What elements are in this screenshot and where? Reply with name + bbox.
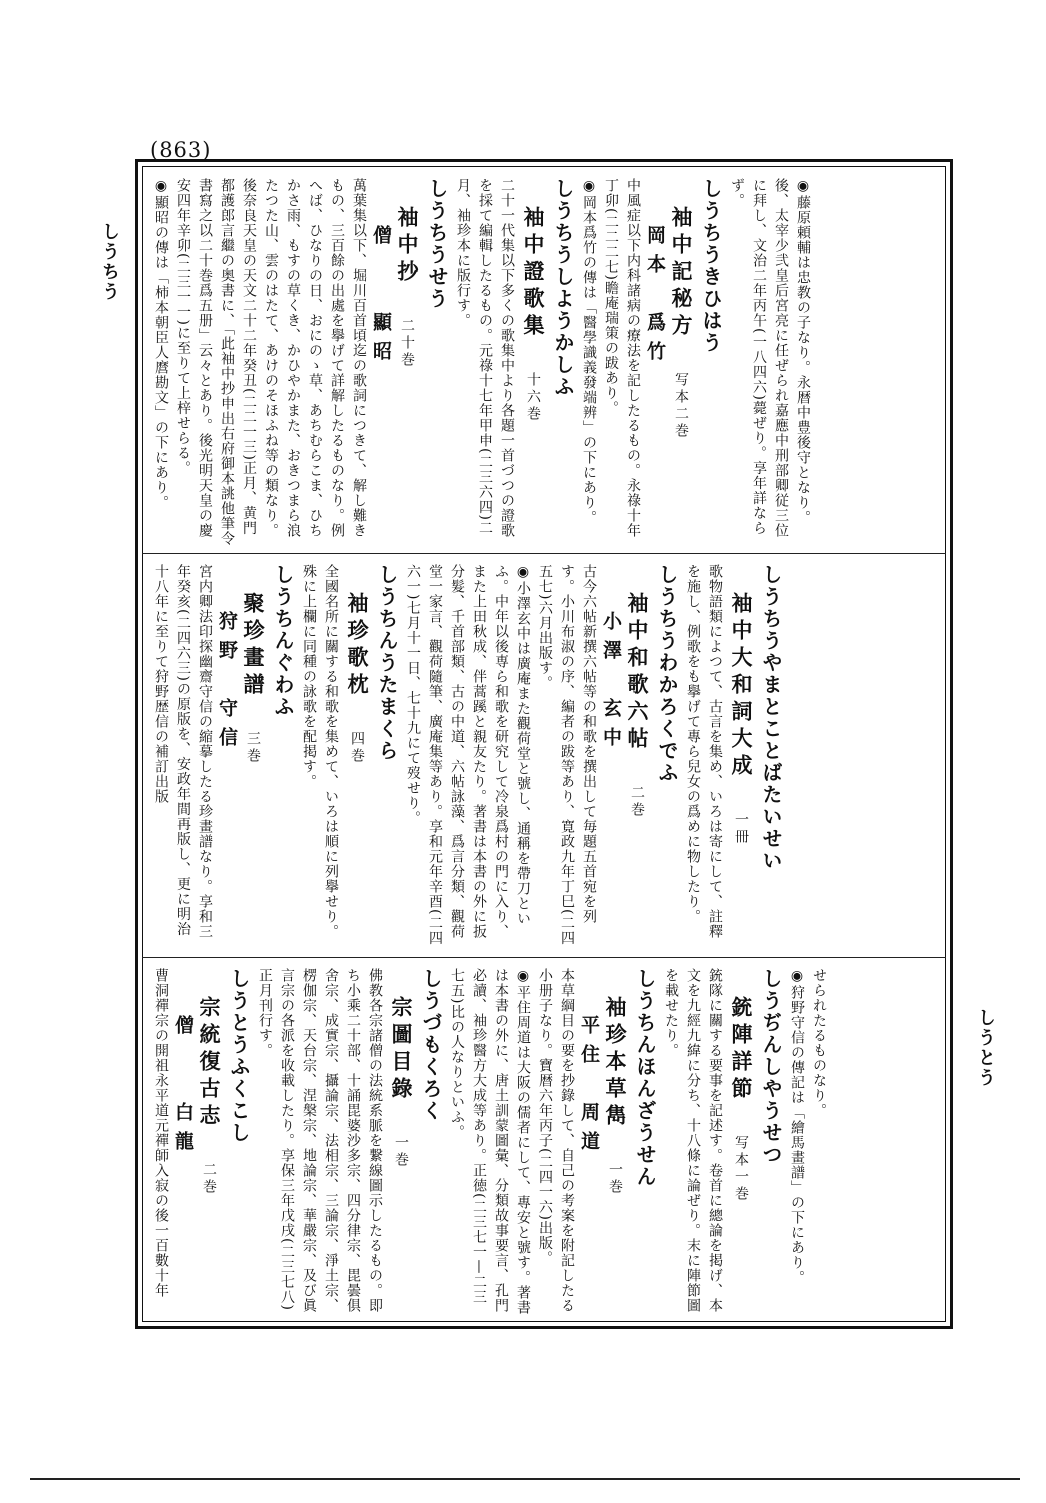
entry-heading <box>726 564 756 950</box>
section-bottom <box>150 968 940 1318</box>
entry-paragraph: 歌物語類によつて、古言を集め、いろは寄にして、註釋を施し、例歌をも擧げて專ら兒女の爲めに物したり。 <box>685 564 723 939</box>
entry-title: 袖中大和詞大成 <box>729 592 754 781</box>
entry-paragraph: ◉岡本爲竹の傳は「醫學識義發端辨」の下にあり。 <box>581 178 597 525</box>
entry-title: 宗統復古志 <box>197 996 222 1131</box>
entry-volumes: 写本二巻 <box>673 355 689 440</box>
entry-paragraph: 曹洞禪宗の開祖永平道元禪師入寂の後一百數十年 <box>153 968 169 1298</box>
entry-title: 宗圖目錄 <box>389 996 414 1104</box>
entry-title: 袖中證歌集 <box>521 206 546 341</box>
entry-heading <box>342 564 372 950</box>
entry-paragraph: 佛教各宗諸僧の法統系脈を繋線圖示したるもの。即ち小乘二十部、十誦毘婆沙多宗、四分律宗、毘曇俱舍宗、成實宗、攝論宗、法相宗、三論宗、淨土宗、楞伽宗、天台宗、涅槃宗、地論宗、華嚴宗、及び眞言宗の各派を收載したり。享保三年戊戌(二三七八)正月刊行す。 <box>257 968 383 1313</box>
entry-reading: しうちうしようかしふ <box>551 178 575 398</box>
entry-heading <box>386 968 416 1318</box>
entry-volumes: 一巻 <box>393 1118 409 1169</box>
section-middle-content <box>150 564 786 950</box>
entry-reading: しうとうふくこし <box>227 968 251 1144</box>
entry-heading <box>216 564 268 950</box>
entry-reading: しうちんほんざうせん <box>633 968 657 1188</box>
section-bottom-content <box>150 968 830 1318</box>
entry-paragraph: 萬葉集以下、堀川百首頃迄の歌詞につきて、解し難きもの、三百餘の出處を擧げて詳解したるものなり。例へば、ひなりの日、おにのゝ草、あちむらこま、ひちかさ雨、もすの草くき、かひやかまた、おきつまら浪たつた山、雲のはたて、あけのそほふね等の類なり。後奈良天皇の天文二十二年癸丑(二二一三)正月、黄門都護郎言繼の奥書に、「此袖中抄申出右府御本誂他筆令書寫之以二十巻爲五册」云々とあり。後光明天皇の慶安四年辛卯(二三一一)に至りて上梓せらる。 <box>175 178 367 546</box>
entry-title: 銃陣詳節 <box>729 996 754 1104</box>
entry-heading <box>578 968 630 1318</box>
section-middle <box>150 564 940 950</box>
entry-volumes: 二巻 <box>629 768 645 819</box>
entry-paragraph: 本草綱目の要を抄錄して、自己の考案を附記したる小册子なり。寶暦六年丙子(二四一六)出版。 <box>537 968 575 1313</box>
entry-volumes: 三巻 <box>245 714 261 765</box>
entry-paragraph: ◉狩野守信の傳記は「繪馬畫譜」の下にあり。 <box>789 968 805 1285</box>
entry-paragraph: 古今六帖新撰六帖等の和歌を撰出して毎題五首宛を列す。小川布淑の序、編者の跋等あり、寛政九年丁巳(二四五七)六月出版す。 <box>537 564 597 946</box>
entry-reading: しうちうやまとことばたいせい <box>759 564 783 872</box>
entry-paragraph: ◉小澤玄中は廣庵また觀荷堂と號し、通稱を帶刀といふ。中年以後専ら和歌を研究して冷泉爲村の門に入り、また上田秋成、伴蒿蹊と親友たり。著書は本書の外に扳分髮、千首部類、古の中道、六帖詠藻、爲言分類、觀荷堂一家言、觀荷隨筆、廣庵集等あり。享和元年辛酉(二四六一)七月十一日、七十九にて歿せり。 <box>405 564 531 946</box>
page-number: (863) <box>150 138 212 162</box>
section-top <box>150 178 940 546</box>
entry-volumes: 一巻 <box>607 1145 623 1196</box>
divider-1 <box>142 553 946 554</box>
entry-author: 僧 顯昭 <box>370 196 392 370</box>
entry-volumes: 四巻 <box>349 714 365 765</box>
entry-title: 袖中記秘方 <box>669 206 694 341</box>
entry-heading <box>172 968 224 1318</box>
entry-paragraph: 銃隊に關する要事を記述す。卷首に總論を掲げ、本文を九經九緯に分ち、十八條に論ぜり。末に陣節圖を載せたり。 <box>663 968 723 1313</box>
entry-paragraph: ◉藤原頼輔は忠教の子なり。永暦中豊後守となり。後、太宰少弐皇后宮亮に任ぜられ嘉應中刑部卿従三位に拜し、文治二年丙午(一八四六)薨ぜり。享年詳ならず。 <box>729 178 811 538</box>
entry-author: 狩野 守信 <box>216 582 238 756</box>
entry-volumes: 二巻 <box>201 1145 217 1196</box>
entry-reading: しうちうせう <box>425 178 449 310</box>
entry-heading <box>600 564 652 950</box>
entry-reading: しうちうきひはう <box>699 178 723 354</box>
entry-title: 袖中和歌六帖 <box>625 592 650 754</box>
entry-heading <box>370 178 422 546</box>
entry-paragraph: ◉平住周道は大阪の儒者にして、專安と號す。著書は本書の外に、唐土訓蒙圖彙、分類故事要言、孔門必讀、袖珍醫方大成等あり。正徳(二三七一—二三七五)比の人なりといふ。 <box>449 968 531 1315</box>
entry-paragraph: 全國名所に關する和歌を集めて、いろは順に列擧せり。殊に上欄に同種の詠歌を配掲す。 <box>301 564 339 939</box>
entry-volumes: 十六巻 <box>525 355 541 423</box>
entry-paragraph: 二十一代集以下多くの歌集中より各題一首づつの證歌を採て編輯したるもの。元祿十七年甲申(二三六四)二月、袖珍本に版行す。 <box>455 178 515 538</box>
entry-paragraph: ◉顯昭の傳は「柿本朝臣人麿勘文」の下にあり。 <box>153 178 169 510</box>
bottom-rule <box>30 1478 1020 1480</box>
entry-volumes: 二十巻 <box>399 301 415 369</box>
entry-author: 僧 白龍 <box>172 986 194 1160</box>
entry-title: 袖珍本草雋 <box>603 996 628 1131</box>
entry-reading: しうづもくろく <box>419 968 443 1122</box>
entry-title: 袖中抄 <box>395 206 420 287</box>
entry-title: 聚珍畫譜 <box>241 592 266 700</box>
entry-reading: しうちうわかろくでふ <box>655 564 679 784</box>
entry-reading: しうちんぐわふ <box>271 564 295 718</box>
entry-heading <box>726 968 756 1318</box>
entry-volumes: 写本一巻 <box>733 1118 749 1203</box>
entry-paragraph: せられたるものなり。 <box>811 968 827 1118</box>
entry-heading <box>518 178 548 546</box>
section-top-content <box>150 178 814 546</box>
margin-label-top: しうちう <box>99 222 120 302</box>
divider-2 <box>142 957 946 958</box>
entry-title: 袖珍歌枕 <box>345 592 370 700</box>
entry-author: 岡本 爲竹 <box>644 196 666 370</box>
entry-volumes: 一冊 <box>733 795 749 846</box>
entry-heading <box>644 178 696 546</box>
entry-reading: しうぢんしやうせつ <box>759 968 783 1166</box>
entry-paragraph: 中風症以下内科諸病の療法を記したるもの。永祿十年丁卯(二二二七)瞻庵瑞策の跋あり。 <box>603 178 641 538</box>
margin-label-bottom: しうとう <box>975 1008 996 1088</box>
entry-author: 平住 周道 <box>578 986 600 1160</box>
entry-paragraph: 宮内卿法印探幽齋守信の縮摹したる珍畫譜なり。享和三年癸亥(二四六三)の原版を、安政年間再版し、更に明治十八年に至りて狩野歴信の補訂出版 <box>153 564 213 939</box>
entry-reading: しうちんうたまくら <box>375 564 399 762</box>
entry-author: 小澤 玄中 <box>600 582 622 756</box>
